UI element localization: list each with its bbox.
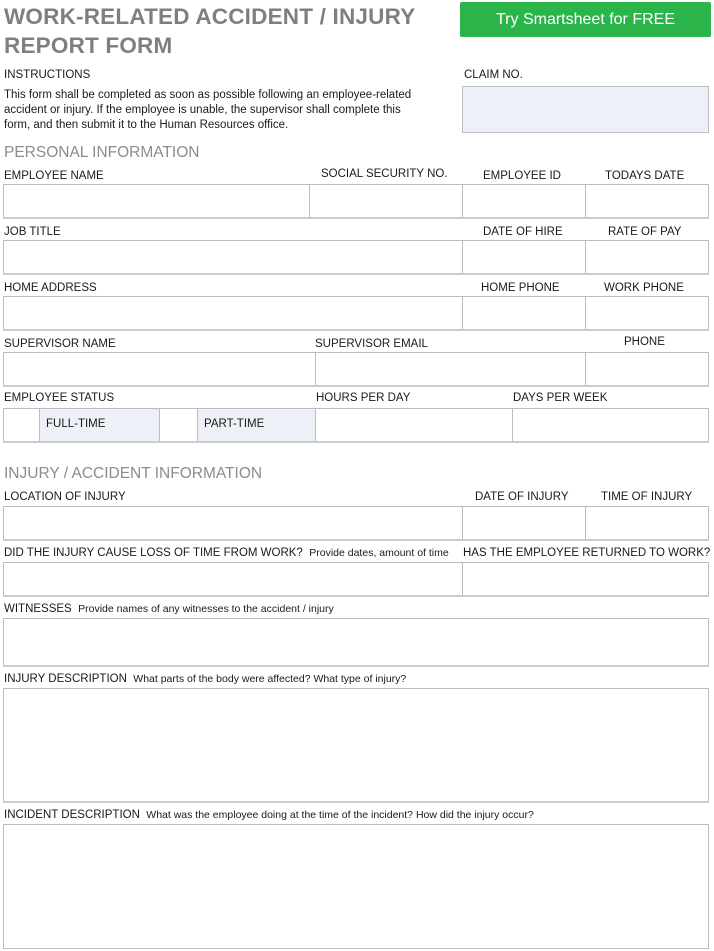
loss-of-time-question: DID THE INJURY CAUSE LOSS OF TIME FROM WORK? (4, 547, 303, 559)
ssn-label: SOCIAL SECURITY NO. (321, 168, 448, 180)
form-title-line1: WORK-RELATED ACCIDENT / INJURY (4, 4, 416, 29)
date-of-injury-label: DATE OF INJURY (475, 491, 569, 503)
date-of-hire-field[interactable] (462, 240, 586, 274)
injury-description-field[interactable] (3, 688, 709, 802)
witnesses-field[interactable] (3, 618, 709, 666)
loss-of-time-field[interactable] (3, 562, 463, 596)
supervisor-name-field[interactable] (3, 352, 316, 386)
employee-name-label: EMPLOYEE NAME (4, 170, 104, 182)
hours-per-day-field[interactable] (315, 408, 513, 442)
injury-info-heading: INJURY / ACCIDENT INFORMATION (4, 465, 263, 482)
returned-to-work-label: HAS THE EMPLOYEE RETURNED TO WORK? (463, 547, 711, 559)
incident-description-title: INCIDENT DESCRIPTION (4, 809, 140, 821)
row-divider (3, 217, 709, 219)
supervisor-email-field[interactable] (315, 352, 586, 386)
full-time-checkbox[interactable] (3, 408, 40, 442)
location-of-injury-field[interactable] (3, 506, 463, 540)
days-per-week-label: DAYS PER WEEK (513, 392, 608, 404)
job-title-label: JOB TITLE (4, 226, 61, 238)
witnesses-hint: Provide names of any witnesses to the accident / injury (78, 603, 334, 615)
todays-date-label: TODAYS DATE (605, 170, 685, 182)
employee-name-field[interactable] (3, 184, 310, 218)
row-divider (3, 273, 709, 275)
full-time-label: FULL-TIME (39, 408, 160, 442)
days-per-week-field[interactable] (512, 408, 709, 442)
row-divider (3, 329, 709, 331)
home-phone-label: HOME PHONE (481, 282, 560, 294)
part-time-label: PART-TIME (197, 408, 316, 442)
part-time-checkbox[interactable] (159, 408, 198, 442)
loss-of-time-label (4, 547, 449, 559)
rate-of-pay-label: RATE OF PAY (608, 226, 682, 238)
incident-description-hint: What was the employee doing at the time of the incident? How did the injury occur? (146, 809, 534, 821)
todays-date-field[interactable] (585, 184, 709, 218)
ssn-field[interactable] (309, 184, 463, 218)
home-phone-field[interactable] (462, 296, 586, 330)
instructions-text: This form shall be completed as soon as possible following an employee-related accident or injury. If the employee is unable, the supervisor shall complete this form, and then submit it to the Human Resources office. (4, 89, 412, 131)
employee-status-label: EMPLOYEE STATUS (4, 392, 115, 404)
witnesses-title: WITNESSES (4, 603, 72, 615)
row-divider (3, 595, 709, 597)
employee-id-field[interactable] (462, 184, 586, 218)
work-phone-label: WORK PHONE (604, 282, 684, 294)
form-title (4, 2, 415, 60)
incident-description-field[interactable] (3, 824, 709, 949)
instructions-heading: INSTRUCTIONS (4, 69, 91, 81)
row-divider (3, 801, 709, 803)
supervisor-name-label: SUPERVISOR NAME (4, 338, 116, 350)
location-of-injury-label: LOCATION OF INJURY (4, 491, 126, 503)
rate-of-pay-field[interactable] (585, 240, 709, 274)
time-of-injury-field[interactable] (585, 506, 709, 540)
supervisor-phone-field[interactable] (585, 352, 709, 386)
row-divider (3, 539, 709, 541)
supervisor-phone-label: PHONE (624, 336, 665, 348)
injury-description-title: INJURY DESCRIPTION (4, 673, 127, 685)
personal-info-heading: PERSONAL INFORMATION (4, 144, 200, 161)
row-divider (3, 385, 709, 387)
home-address-field[interactable] (3, 296, 463, 330)
hours-per-day-label: HOURS PER DAY (316, 392, 411, 404)
loss-of-time-hint: Provide dates, amount of time (309, 547, 449, 559)
incident-description-label (4, 809, 534, 821)
row-divider (3, 665, 709, 667)
claim-no-field[interactable] (462, 86, 709, 133)
home-address-label: HOME ADDRESS (4, 282, 97, 294)
work-phone-field[interactable] (585, 296, 709, 330)
form-title-line2: REPORT FORM (4, 33, 173, 58)
returned-to-work-field[interactable] (462, 562, 709, 596)
injury-description-label (4, 673, 406, 685)
job-title-field[interactable] (3, 240, 463, 274)
row-divider (3, 441, 709, 443)
injury-description-hint: What parts of the body were affected? What type of injury? (133, 673, 407, 685)
witnesses-label (4, 603, 334, 615)
claim-no-label: CLAIM NO. (464, 69, 523, 81)
employee-id-label: EMPLOYEE ID (483, 170, 561, 182)
date-of-hire-label: DATE OF HIRE (483, 226, 563, 238)
time-of-injury-label: TIME OF INJURY (601, 491, 693, 503)
try-smartsheet-button[interactable]: Try Smartsheet for FREE (460, 2, 711, 37)
date-of-injury-field[interactable] (462, 506, 586, 540)
supervisor-email-label: SUPERVISOR EMAIL (315, 338, 428, 350)
